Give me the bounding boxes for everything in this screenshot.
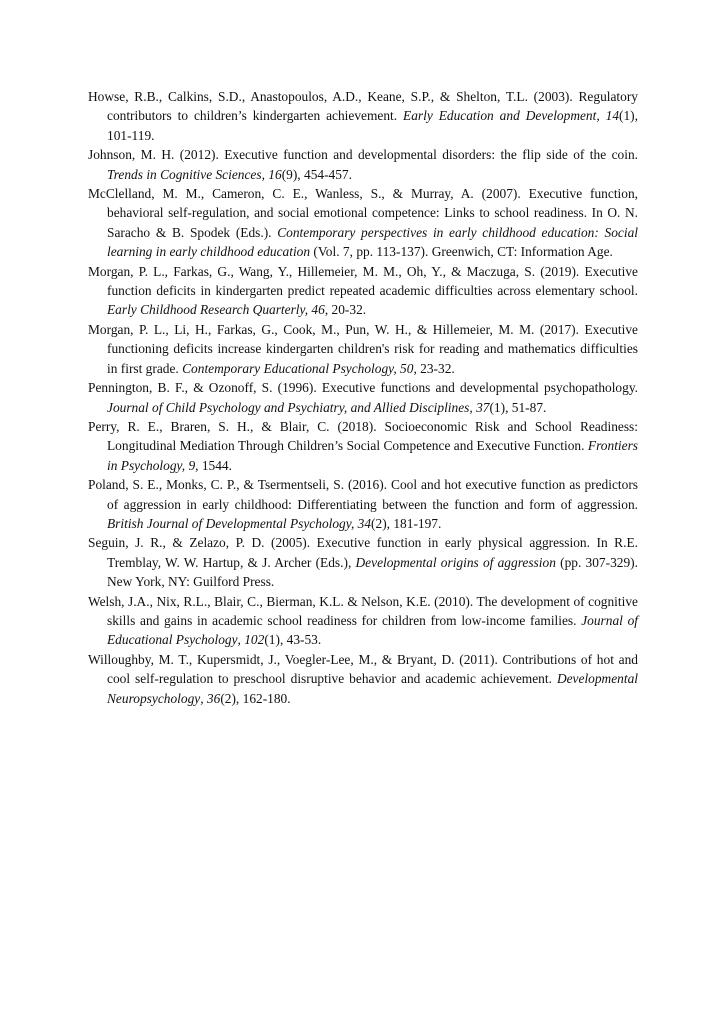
reference-source-italic: Contemporary Educational Psychology, 50 xyxy=(182,360,414,376)
reference-source-italic: Frontiers in Psychology, 9 xyxy=(107,438,638,473)
reference-entry xyxy=(88,320,638,378)
reference-text: Seguin, J. R., & Zelazo, P. D. (2005). Executive function in early physical aggression. In R.E. Tremblay, W. W. Hartup, & J. Archer (Eds.), xyxy=(88,535,638,570)
reference-text: Perry, R. E., Braren, S. H., & Blair, C. (2018). Socioeconomic Risk and School Readiness: Longitudinal Mediation Through Children’s Social Competence and Executive Function. xyxy=(88,418,638,454)
reference-text: Johnson, M. H. (2012). Executive function and developmental disorders: the flip side of the coin. xyxy=(88,147,638,163)
reference-text: (9), 454-457. xyxy=(281,166,352,182)
reference-source-italic: Contemporary perspectives in early childhood education: Social learning in early childhood education xyxy=(107,224,638,260)
reference-text: (1), 43-53. xyxy=(264,632,322,648)
reference-text: (2), 181-197. xyxy=(371,515,442,531)
reference-source-italic: British Journal of Developmental Psychology, 34 xyxy=(107,515,372,531)
reference-source-italic: 102 xyxy=(244,632,265,648)
reference-source-italic: Journal of Child Psychology and Psychiatry, and Allied Disciplines, 37 xyxy=(107,399,490,415)
reference-source-italic: Journal of Educational Psychology xyxy=(107,612,638,648)
reference-text: (1), 101-119. xyxy=(107,108,638,143)
reference-source-italic: 36 xyxy=(206,690,221,706)
reference-text: McClelland, M. M., Cameron, C. E., Wanless, S., & Murray, A. (2007). Executive function, behavioral self-regulation, and social emotional competence: Links to school readiness. In O. N. Saracho & B. Spodek (Eds.). xyxy=(88,186,638,240)
reference-text: , xyxy=(237,632,245,648)
reference-text: , 20-32. xyxy=(324,302,367,318)
reference-entry xyxy=(88,184,638,262)
reference-text: (Vol. 7, pp. 113-137). Greenwich, CT: Information Age. xyxy=(310,244,613,260)
reference-entry xyxy=(88,533,638,591)
reference-source-italic: Developmental Neuropsychology xyxy=(107,671,638,706)
reference-text: Howse, R.B., Calkins, S.D., Anastopoulos, A.D., Keane, S.P., & Shelton, T.L. (2003). Regulatory contributors to children’s kindergarten achievement. xyxy=(88,89,638,124)
reference-text: , xyxy=(200,690,207,706)
reference-text: Morgan, P. L., Li, H., Farkas, G., Cook, M., Pun, W. H., & Hillemeier, M. M. (2017). Executive functioning deficits increase kindergarten children's risk for reading and mathematics difficulties in first grade. xyxy=(88,321,638,376)
reference-text: Welsh, J.A., Nix, R.L., Blair, C., Bierman, K.L. & Nelson, K.E. (2010). The development of cognitive skills and gains in academic school readiness for children from low-income families. xyxy=(88,593,638,628)
reference-source-italic: Trends in Cognitive Sciences, 16 xyxy=(107,166,282,182)
reference-text: , 23-32. xyxy=(413,360,455,376)
reference-source-italic: Developmental origins of aggression xyxy=(355,554,556,570)
reference-entry xyxy=(88,417,638,475)
reference-text: Morgan, P. L., Farkas, G., Wang, Y., Hillemeier, M. M., Oh, Y., & Maczuga, S. (2019). Executive function deficits in kindergarten predict repeated academic difficulties across elementary school. xyxy=(88,263,638,299)
reference-text: , 1544. xyxy=(195,457,232,473)
reference-entry xyxy=(88,378,638,417)
reference-text: (1), 51-87. xyxy=(489,399,547,415)
reference-entry xyxy=(88,650,638,708)
reference-entry xyxy=(88,475,638,533)
reference-source-italic: Early Education and Development, 14 xyxy=(403,108,620,124)
reference-entry xyxy=(88,145,638,184)
reference-entry xyxy=(88,592,638,650)
reference-text: (2), 162-180. xyxy=(220,690,291,706)
reference-text: Poland, S. E., Monks, C. P., & Tsermentseli, S. (2016). Cool and hot executive function as predictors of aggression in early childhood: Differentiating between the function and form of aggression. xyxy=(88,477,638,512)
reference-text: Willoughby, M. T., Kupersmidt, J., Voegler-Lee, M., & Bryant, D. (2011). Contributions of hot and cool self-regulation to preschool disruptive behavior and academic achievement. xyxy=(88,651,638,687)
reference-entry xyxy=(88,87,638,145)
reference-entry xyxy=(88,262,638,320)
reference-list xyxy=(88,87,638,708)
reference-source-italic: Early Childhood Research Quarterly, 46 xyxy=(107,302,325,318)
reference-text: Pennington, B. F., & Ozonoff, S. (1996). Executive functions and developmental psychopathology. xyxy=(88,380,638,396)
reference-text: (pp. 307-329). New York, NY: Guilford Press. xyxy=(107,554,638,590)
